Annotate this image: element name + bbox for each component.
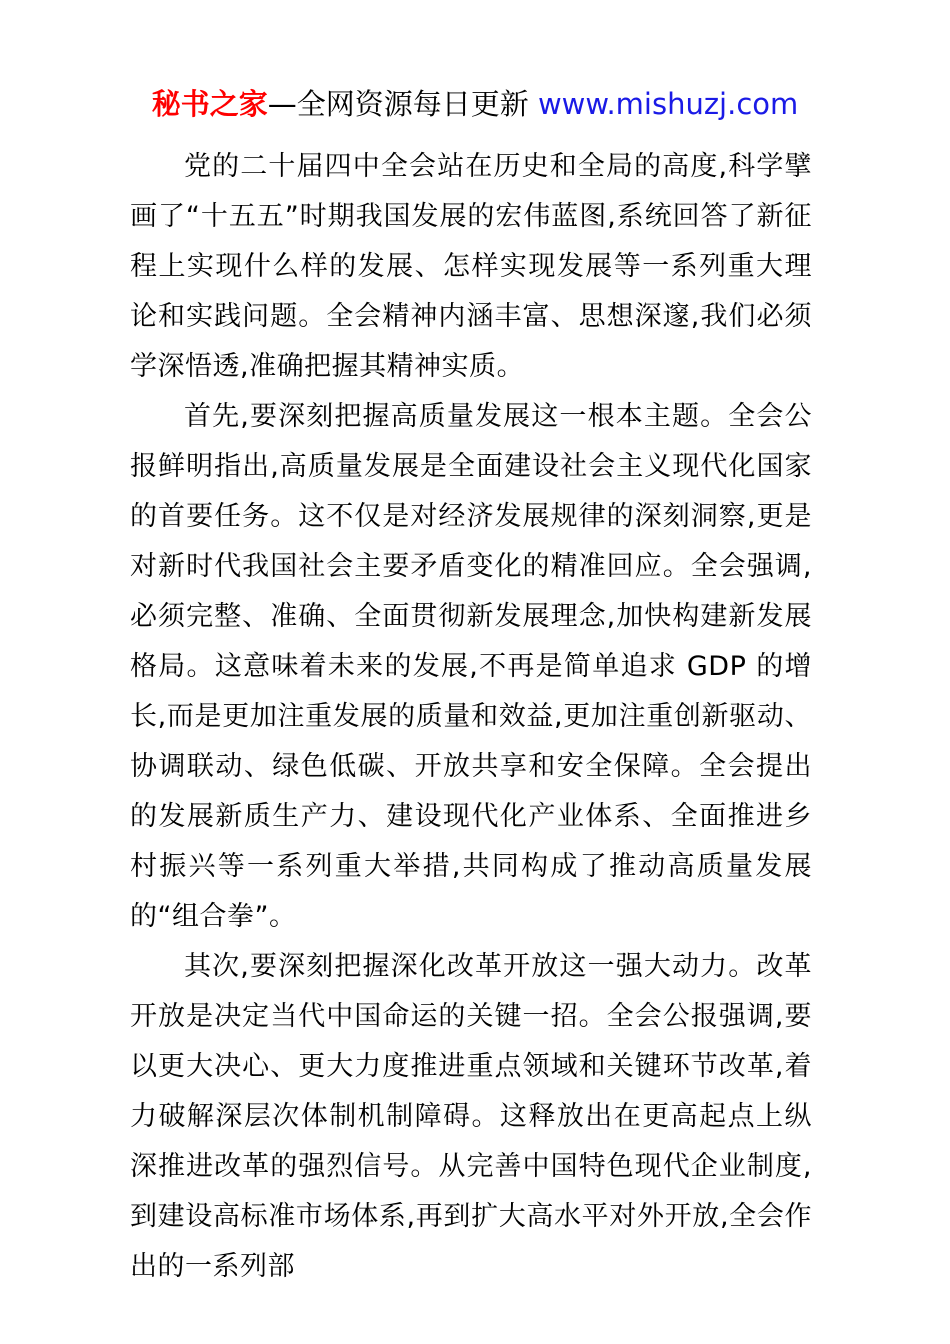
document-body [130,142,812,1292]
brand-name: 秘书之家 [151,87,268,121]
site-header [0,0,950,124]
site-url-link[interactable]: www.mishuzj.com [537,87,799,121]
header-tagline: —全网资源每日更新 [267,87,529,121]
paragraph-second-point: 其次,要深刻把握深化改革开放这一强大动力。改革开放是决定当代中国命运的关键一招。全会公报强调,要以更大决心、更大力度推进重点领域和关键环节改革,着力破解深层次体制机制障碍。这释放出在更高起点上纵深推进改革的强烈信号。从完善中国特色现代企业制度,到建设高标准市场体系,再到扩大高水平对外开放,全会作出的一系列部 [130,951,812,1282]
paragraph-first-point: 首先,要深刻把握高质量发展这一根本主题。全会公报鲜明指出,高质量发展是全面建设社会主义现代化国家的首要任务。这不仅是对经济发展规律的深刻洞察,更是对新时代我国社会主要矛盾变化的精准回应。全会强调,必须完整、准确、全面贯彻新发展理念,加快构建新发展格局。这意味着未来的发展,不再是简单追求 GDP 的增长,而是更加注重发展的质量和效益,更加注重创新驱动、协调联动、绿色低碳、开放共享和安全保障。全会提出的发展新质生产力、建设现代化产业体系、全面推进乡村振兴等一系列重大举措,共同构成了推动高质量发展的“组合拳”。 [130,401,812,932]
paragraph-intro: 党的二十届四中全会站在历史和全局的高度,科学擘画了“十五五”时期我国发展的宏伟蓝图,系统回答了新征程上实现什么样的发展、怎样实现发展等一系列重大理论和实践问题。全会精神内涵丰富、思想深邃,我们必须学深悟透,准确把握其精神实质。 [130,151,812,382]
